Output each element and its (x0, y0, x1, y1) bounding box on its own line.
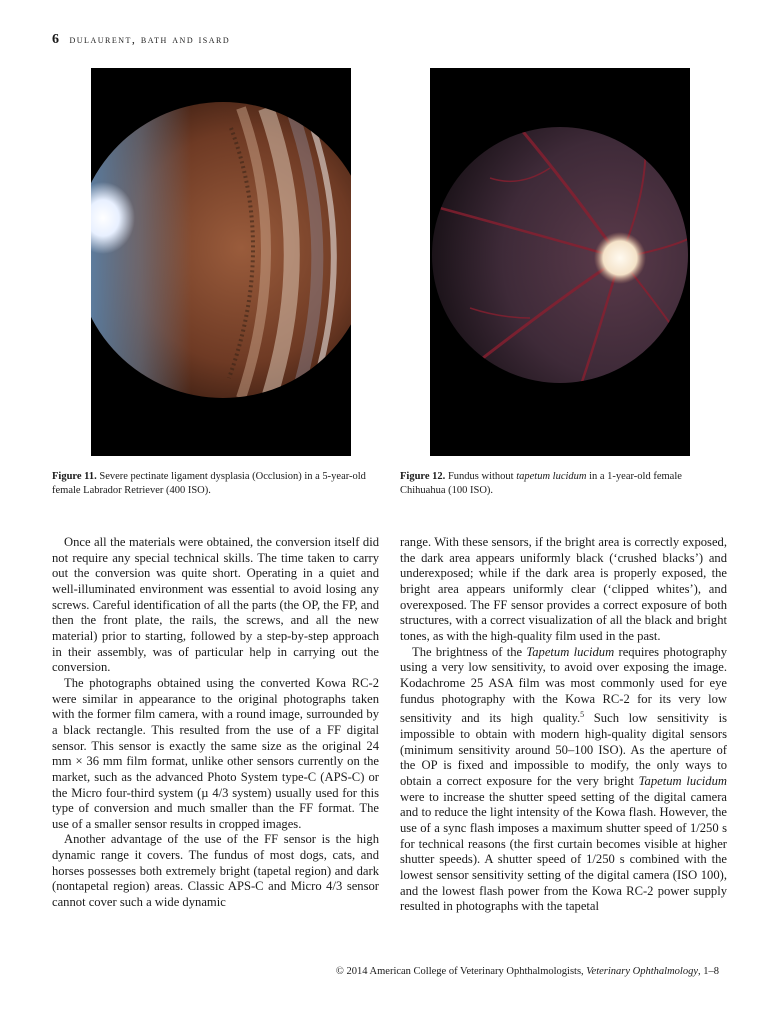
figure-12-label: Figure 12. (400, 471, 446, 482)
figure-12-caption-post: in a 1-year-old female Chihuahua (100 ISO). (400, 471, 682, 496)
italic-term: Tapetum lucidum (526, 644, 615, 659)
copyright-text: © 2014 American College of Veterinary Ophthalmologists, (335, 966, 587, 977)
figure-12-caption (400, 470, 720, 498)
running-header (52, 32, 230, 48)
paragraph: Once all the materials were obtained, the conversion itself did not require any special technical skills. The time taken to carry out the conversion was quite short. Operating in a quiet and well-illuminated environment was essential to avoid losing any screws. Careful identification of all the parts (the OP, the FP, and then the front plate, the rails, the screws, and all the new material) prior to starting, followed by a step-by-step approach in their assembly, was of particular help in carrying out the conversion. (52, 535, 379, 675)
figure-11-label: Figure 11. (52, 471, 97, 482)
figure-12-caption-pre: Fundus without (447, 471, 517, 482)
figure-11-image (91, 68, 351, 456)
paragraph: range. With these sensors, if the bright area is correctly exposed, the dark area appears uniformly black (‘crushed blacks’) and underexposed; while if the dark area is properly exposed, the bright area appears uniformly clear (‘clipped whites’), and overexposed. The FF sensor provides a correct exposure of both structures, with a correct visualization of all the black and bright tones, as with the high-quality film used in the past. (400, 535, 727, 643)
paragraph: The photographs obtained using the converted Kowa RC-2 were similar in appearance to the original photographs taken with the former film camera, with a round image, surrounded by a black rectangle. This resulted from the use of a FF digital sensor. This sensor is exactly the same size as the original 24 mm × 36 mm film format, unlike other sensors currently on the market, such as the advanced Photo System type-C (APS-C) or the Micro four-third system (µ 4/3 system) usually used for this type of conversion and much smaller than the FF format. The use of a smaller sensor results in cropped images. (52, 675, 379, 831)
page-number: 6 (52, 32, 59, 47)
paragraph: Another advantage of the use of the FF sensor is the high dynamic range it covers. The fundus of most dogs, cats, and horses possesses both extremely bright (tapetal region) and dark (nontapetal region) areas. Classic APS-C and Micro 4/3 sensor cannot cover such a wide dynamic (52, 832, 379, 910)
running-authors: dulaurent, bath and isard (69, 32, 231, 46)
figure-11-caption-text: Severe pectinate ligament dysplasia (Occlusion) in a 5-year-old female Labrador Retriever (400 ISO). (52, 471, 366, 496)
citation-superscript: 5 (580, 710, 585, 720)
page-range: , 1–8 (698, 966, 719, 977)
italic-term: Tapetum lucidum (638, 774, 727, 789)
figure-12-caption-italic: tapetum lucidum (516, 471, 587, 482)
page-footer (336, 966, 719, 977)
journal-name: Veterinary Ophthalmology (586, 966, 698, 977)
right-column (400, 535, 727, 915)
text-run: Such low sensitivity is impossible to obtain with modern high-quality digital sensors (minimum sensitivity around 50–100 ISO). As the aperture of the OP is fixed and impossible to modify, the only ways to obtain a correct exposure for the very bright (400, 711, 727, 789)
left-column (52, 535, 379, 911)
figure-12-image (430, 68, 690, 456)
figure-11-caption (52, 470, 372, 498)
text-run: The brightness of the (412, 644, 527, 659)
text-run: requires photography using a very low sensitivity, to avoid over exposing the image. Kodachrome 25 ASA film was most commonly used for eye fundus photography with the Kowa RC-2 for its very low sensitivity and its high quality. (400, 644, 728, 726)
paragraph (400, 645, 727, 915)
text-run: were to increase the shutter speed setting of the digital camera and to reduce the light intensity of the Kowa flash. However, the use of a sync flash imposes a maximum shutter speed of 1/250 s for technical reasons (the first curtain becomes visible at higher shutter speeds). A shutter speed of 1/250 s combined with the lowest sensor sensitivity setting of the digital camera (ISO 100), and the lowest flash power from the Kowa RC-2 power supply resulted in photographs with the tapetal (400, 789, 727, 914)
